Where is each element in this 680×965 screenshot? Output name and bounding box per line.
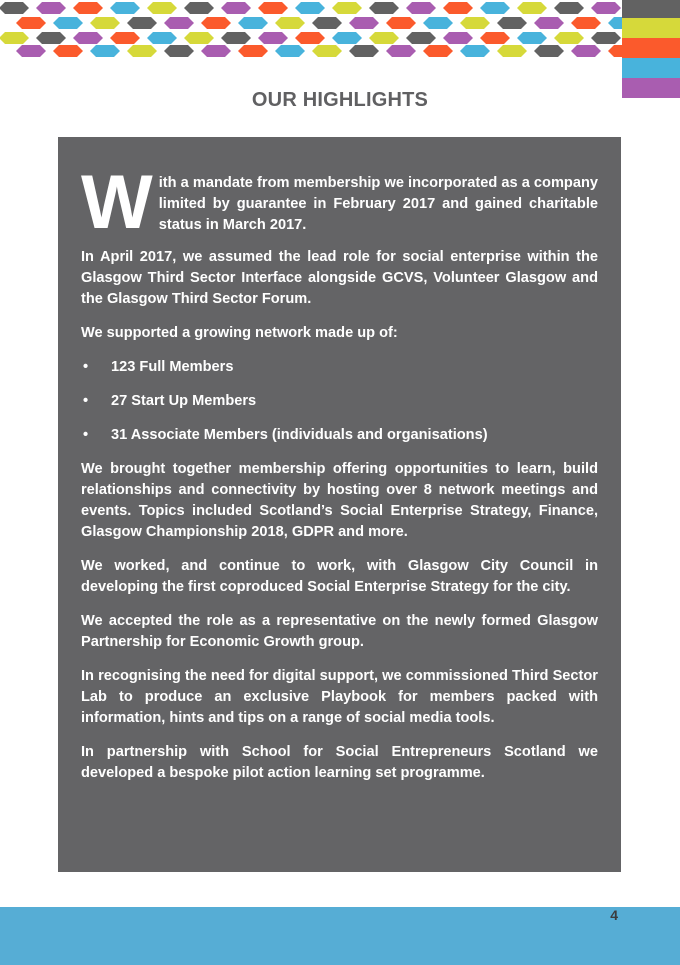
hexagon-shape xyxy=(332,32,362,44)
color-swatch-gray xyxy=(622,0,680,18)
hexagon-shape xyxy=(258,32,288,44)
hexagon-shape xyxy=(258,2,288,14)
hexagon-shape xyxy=(534,45,564,57)
hexagon-shape xyxy=(201,17,231,29)
hexagon-shape xyxy=(406,2,436,14)
hexagon-shape xyxy=(386,17,416,29)
hexagon-shape xyxy=(443,32,473,44)
hexagon-shape xyxy=(53,17,83,29)
hexagon-shape xyxy=(0,2,29,14)
hexagon-shape xyxy=(460,45,490,57)
hexagon-shape xyxy=(90,17,120,29)
hexagon-shape xyxy=(147,2,177,14)
list-item xyxy=(81,357,598,378)
hexagon-shape xyxy=(238,17,268,29)
hexagon-shape xyxy=(127,45,157,57)
hexagon-shape xyxy=(423,45,453,57)
list-item xyxy=(81,425,598,446)
hexagon-shape xyxy=(497,45,527,57)
hexagon-shape xyxy=(369,2,399,14)
playbook-paragraph: In recognising the need for digital support, we commissioned Third Sector Lab to produce an exclusive Playbook for members packed with information, hints and tips on a range of social media tools. xyxy=(81,668,598,726)
hexagon-shape xyxy=(554,32,584,44)
intro-paragraph xyxy=(81,160,598,245)
events-paragraph: We brought together membership offering opportunities to learn, build relationships and connectivity by hosting over 8 network meetings and events. Topics included Scotland’s Social Enterprise Strategy, Finance, Glasgow Championship 2018, GDPR and more. xyxy=(81,461,598,540)
hexagon-shape xyxy=(275,45,305,57)
bullet-icon: • xyxy=(83,359,89,375)
hexagon-shape xyxy=(127,17,157,29)
color-swatch-lime xyxy=(622,18,680,38)
hexagon-shape xyxy=(295,32,325,44)
hexagon-shape xyxy=(164,45,194,57)
hexagon-shape xyxy=(16,17,46,29)
hexagon-shape xyxy=(110,2,140,14)
hexagon-shape xyxy=(221,32,251,44)
list-item xyxy=(81,391,598,412)
hexagon-shape xyxy=(591,32,621,44)
partnership-paragraph: We accepted the role as a representative on the newly formed Glasgow Partnership for Economic Growth group. xyxy=(81,613,598,650)
hexagon-shape xyxy=(201,45,231,57)
hexagon-shape xyxy=(497,17,527,29)
intro-text: ith a mandate from membership we incorporated as a company limited by guarantee in February 2017 and gained charitable status in March 2017. xyxy=(158,175,598,233)
color-swatch-blue xyxy=(622,58,680,78)
highlights-panel xyxy=(58,137,621,872)
hexagon-shape xyxy=(517,2,547,14)
hexagon-shape xyxy=(36,32,66,44)
hexagon-shape xyxy=(480,2,510,14)
hexagon-pattern-banner xyxy=(0,0,680,62)
hexagon-shape xyxy=(0,32,29,44)
bullet-icon: • xyxy=(83,393,89,409)
hexagon-shape xyxy=(73,32,103,44)
hexagon-shape xyxy=(295,2,325,14)
hexagon-shape xyxy=(16,45,46,57)
list-item-text: 123 Full Members xyxy=(111,359,234,375)
hexagon-shape xyxy=(517,32,547,44)
hexagon-shape xyxy=(332,2,362,14)
hexagon-shape xyxy=(554,2,584,14)
hexagon-shape xyxy=(147,32,177,44)
network-intro-paragraph: We supported a growing network made up of: xyxy=(81,325,398,341)
hexagon-shape xyxy=(369,32,399,44)
hexagon-shape xyxy=(73,2,103,14)
hexagon-shape xyxy=(443,2,473,14)
color-swatch-orange xyxy=(622,38,680,58)
hexagon-shape xyxy=(164,17,194,29)
hexagon-shape xyxy=(312,45,342,57)
page-title: OUR HIGHLIGHTS xyxy=(251,89,429,111)
membership-list xyxy=(81,357,598,446)
hexagon-shape xyxy=(312,17,342,29)
hexagon-shape xyxy=(349,17,379,29)
hexagon-shape xyxy=(591,2,621,14)
hexagon-shape xyxy=(221,2,251,14)
hexagon-shape xyxy=(480,32,510,44)
bullet-icon: • xyxy=(83,427,89,443)
strategy-paragraph: We worked, and continue to work, with Glasgow City Council in developing the first coproduced Social Enterprise Strategy for the city. xyxy=(81,558,598,595)
hexagon-shape xyxy=(423,17,453,29)
hexagon-shape xyxy=(349,45,379,57)
hexagon-shape xyxy=(110,32,140,44)
hexagon-shape xyxy=(36,2,66,14)
hexagon-shape xyxy=(53,45,83,57)
hexagon-shape xyxy=(406,32,436,44)
hexagon-shape xyxy=(238,45,268,57)
hexagon-shape xyxy=(571,45,601,57)
hexagon-shape xyxy=(184,2,214,14)
footer-band xyxy=(0,907,680,965)
list-item-text: 31 Associate Members (individuals and organisations) xyxy=(111,427,488,443)
hexagon-shape xyxy=(90,45,120,57)
lead-role-paragraph: In April 2017, we assumed the lead role for social enterprise within the Glasgow Third Sector Interface alongside GCVS, Volunteer Glasgow and the Glasgow Third Sector Forum. xyxy=(81,249,598,307)
hexagon-shape xyxy=(460,17,490,29)
hexagon-shape xyxy=(184,32,214,44)
list-item-text: 27 Start Up Members xyxy=(111,393,257,409)
hexagon-shape xyxy=(571,17,601,29)
hexagon-shape xyxy=(386,45,416,57)
drop-cap: W xyxy=(81,160,153,245)
page-number: 4 xyxy=(610,907,618,923)
pilot-programme-paragraph: In partnership with School for Social Entrepreneurs Scotland we developed a bespoke pilot action learning set programme. xyxy=(81,744,598,781)
hexagon-shape xyxy=(275,17,305,29)
hexagon-shape xyxy=(534,17,564,29)
